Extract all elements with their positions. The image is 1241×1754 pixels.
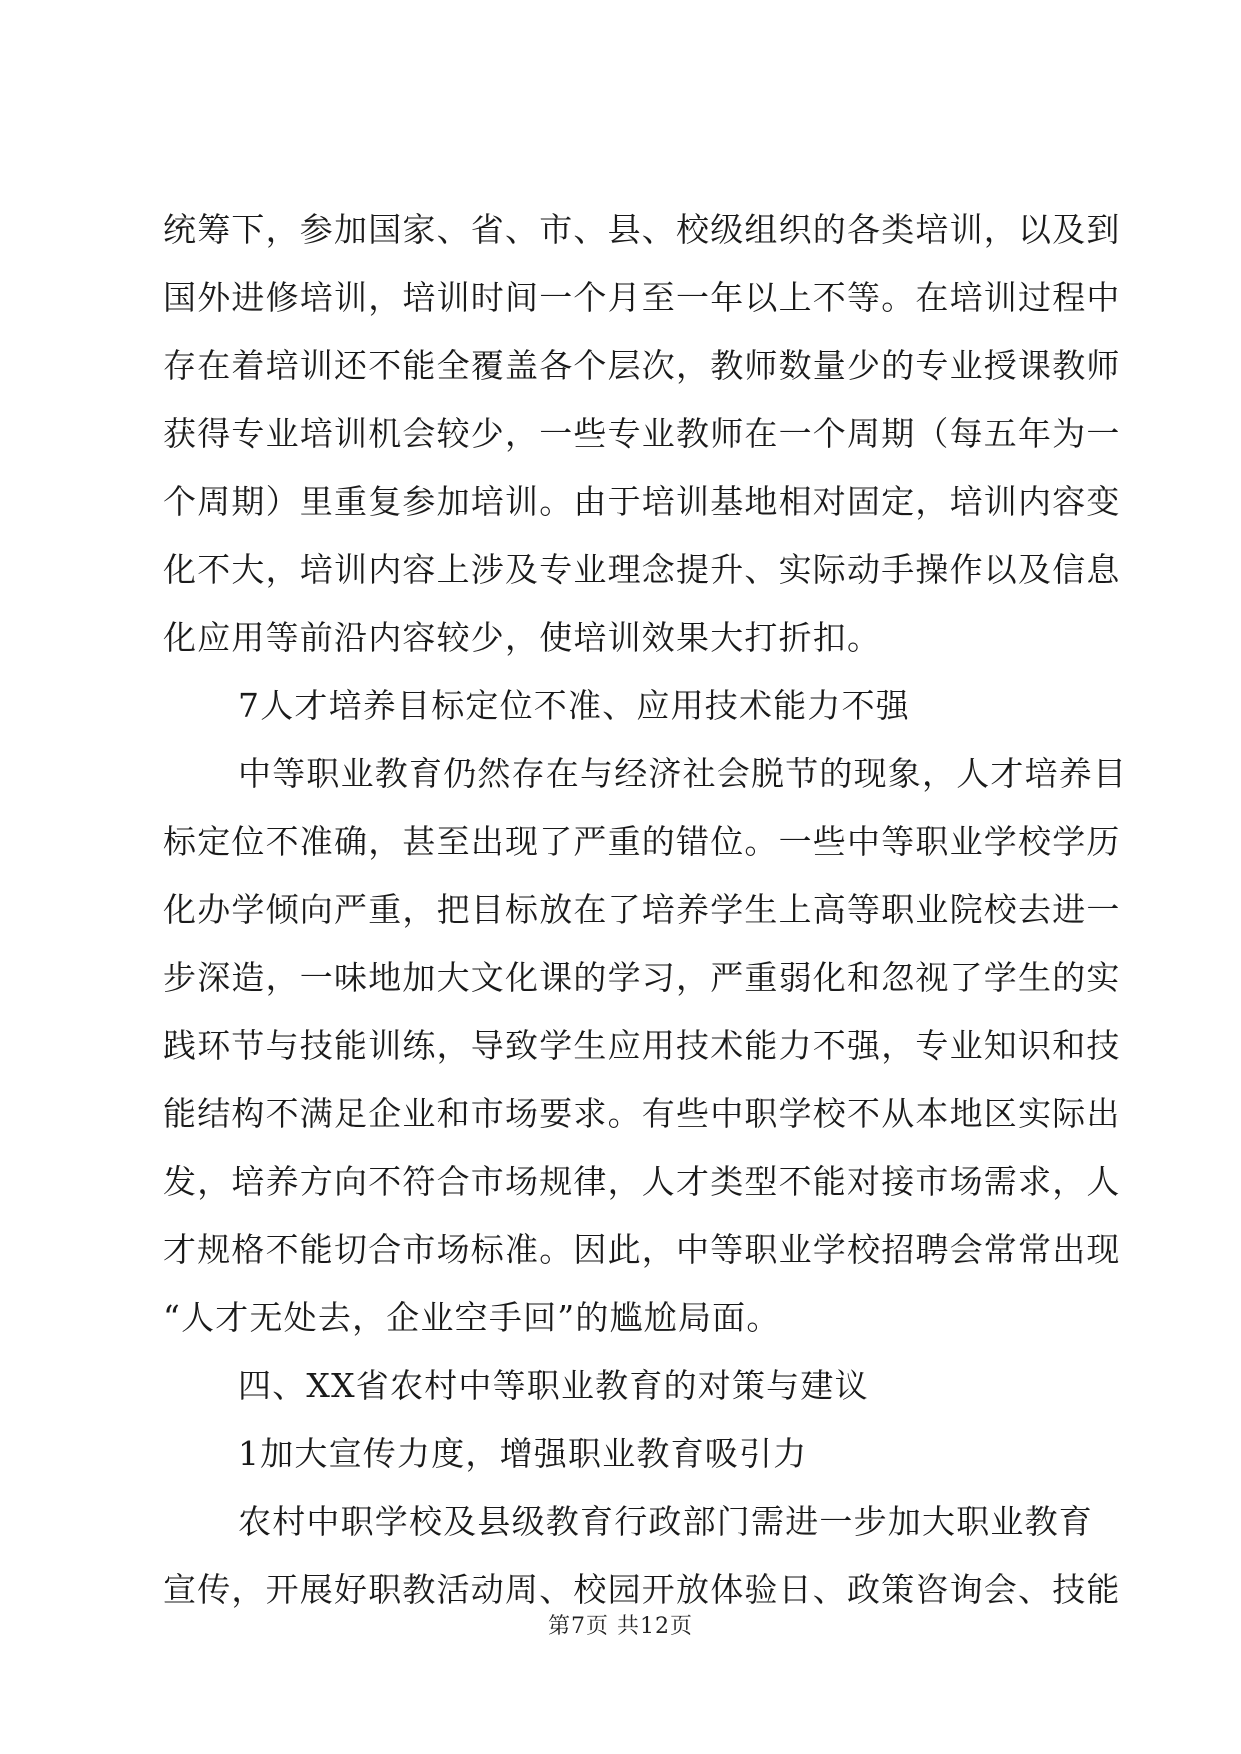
section-heading: 7人才培养目标定位不准、应用技术能力不强	[238, 686, 910, 725]
paragraph-line: 化办学倾向严重，把目标放在了培养学生上高等职业院校去进一	[163, 890, 1121, 929]
paragraph-line: 化应用等前沿内容较少，使培训效果大打折扣。	[163, 618, 882, 657]
paragraph-line: 宣传，开展好职教活动周、校园开放体验日、政策咨询会、技能	[163, 1570, 1121, 1609]
subsection-heading: 1加大宣传力度，增强职业教育吸引力	[238, 1434, 808, 1473]
paragraph-line: 能结构不满足企业和市场要求。有些中职学校不从本地区实际出	[163, 1094, 1121, 1133]
paragraph-line: 步深造，一味地加大文化课的学习，严重弱化和忽视了学生的实	[163, 958, 1121, 997]
paragraph-line: “人才无处去，企业空手回”的尴尬局面。	[163, 1298, 781, 1337]
paragraph-line: 个周期）里重复参加培训。由于培训基地相对固定，培训内容变	[163, 482, 1121, 521]
paragraph-line: 存在着培训还不能全覆盖各个层次，教师数量少的专业授课教师	[163, 346, 1121, 385]
page-number-footer: 第7页 共12页	[548, 1614, 693, 1639]
paragraph-line: 国外进修培训，培训时间一个月至一年以上不等。在培训过程中	[163, 278, 1121, 317]
section-heading: 四、XX省农村中等职业教育的对策与建议	[238, 1366, 869, 1405]
paragraph-line: 获得专业培训机会较少，一些专业教师在一个周期（每五年为一	[163, 414, 1121, 453]
paragraph-line: 标定位不准确，甚至出现了严重的错位。一些中等职业学校学历	[163, 822, 1121, 861]
paragraph-line: 化不大，培训内容上涉及专业理念提升、实际动手操作以及信息	[163, 550, 1121, 589]
paragraph-line: 才规格不能切合市场标准。因此，中等职业学校招聘会常常出现	[163, 1230, 1121, 1269]
paragraph-line: 践环节与技能训练，导致学生应用技术能力不强，专业知识和技	[163, 1026, 1121, 1065]
paragraph-line: 发，培养方向不符合市场规律，人才类型不能对接市场需求，人	[163, 1162, 1121, 1201]
paragraph-line: 农村中职学校及县级教育行政部门需进一步加大职业教育	[238, 1502, 1093, 1541]
paragraph-line: 中等职业教育仍然存在与经济社会脱节的现象，人才培养目	[238, 754, 1128, 793]
paragraph-line: 统筹下，参加国家、省、市、县、校级组织的各类培训，以及到	[163, 210, 1121, 249]
